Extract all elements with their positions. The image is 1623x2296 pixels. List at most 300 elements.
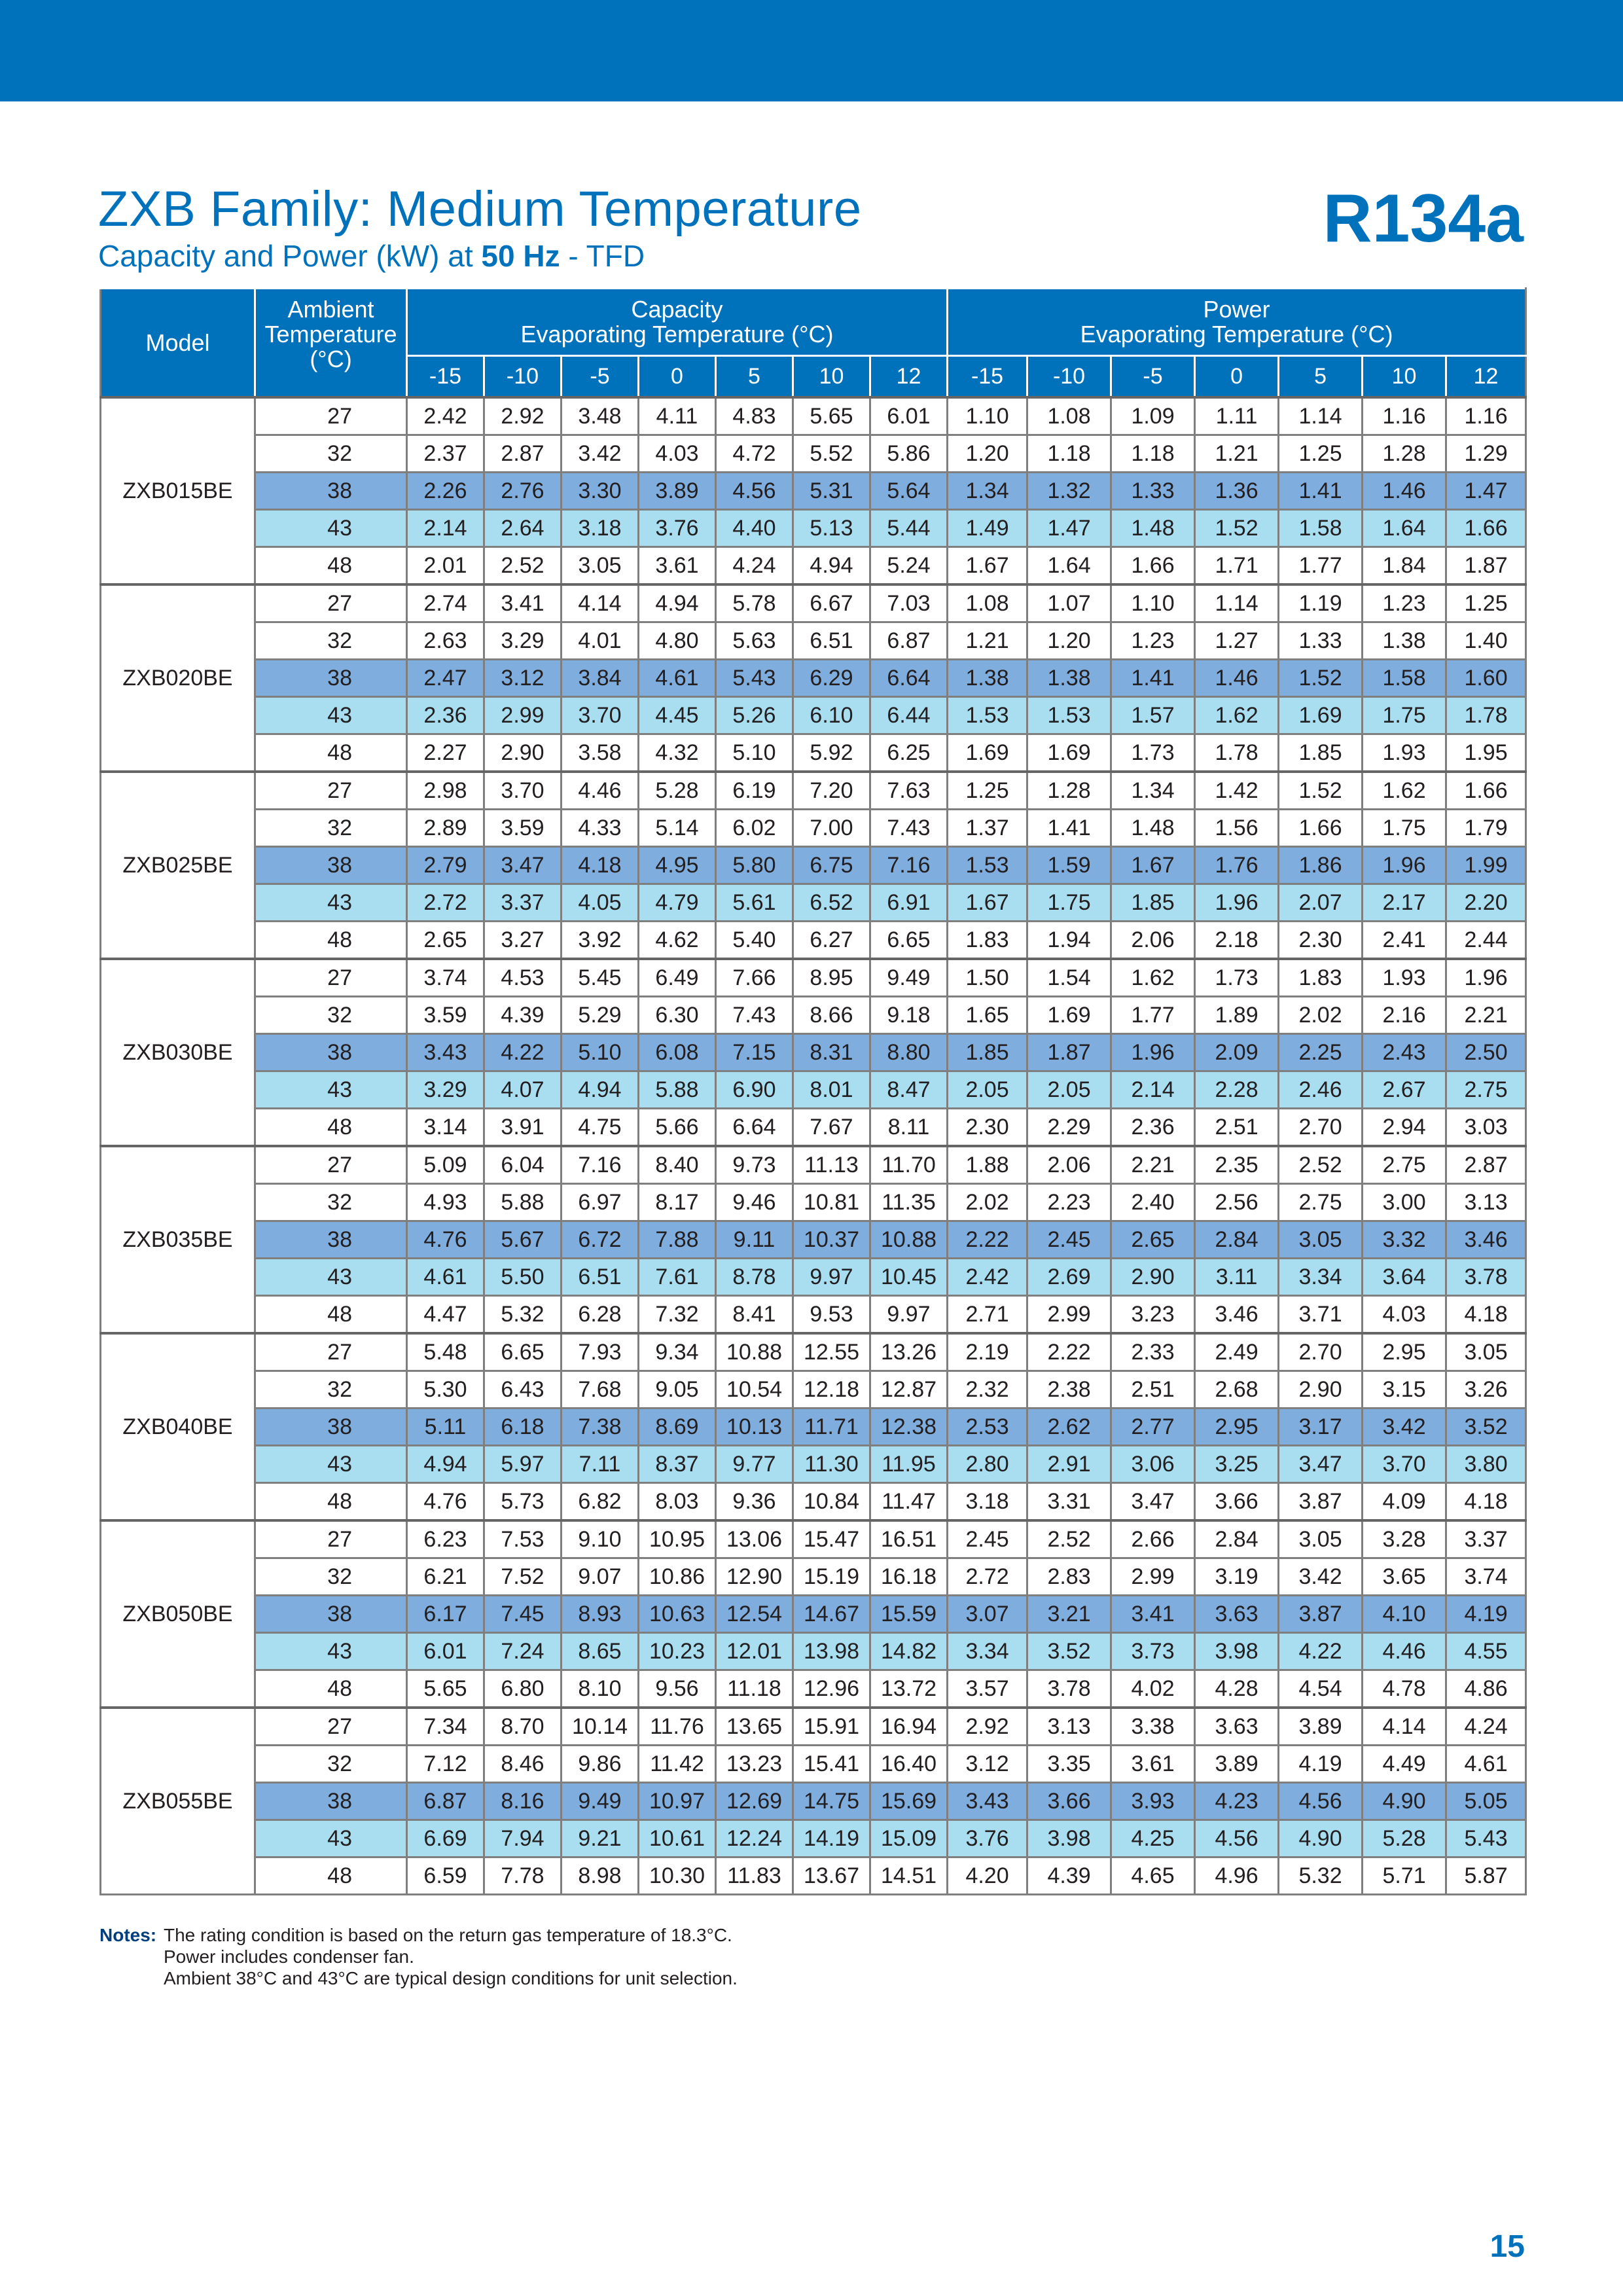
power-value: 2.19 — [948, 1333, 1027, 1371]
power-value: 1.66 — [1446, 772, 1526, 810]
power-value: 1.67 — [948, 547, 1027, 585]
capacity-value: 6.02 — [716, 810, 793, 847]
power-value: 4.56 — [1195, 1820, 1279, 1857]
power-value: 2.91 — [1027, 1446, 1111, 1483]
capacity-value: 3.18 — [562, 510, 639, 547]
capacity-evap-temp-header: 12 — [870, 356, 948, 398]
capacity-value: 6.29 — [793, 660, 870, 697]
capacity-value: 5.63 — [716, 622, 793, 660]
capacity-value: 6.19 — [716, 772, 793, 810]
table-row — [101, 473, 1526, 510]
power-value: 2.62 — [1027, 1408, 1111, 1446]
capacity-value: 4.14 — [562, 584, 639, 622]
ambient-temperature: 43 — [255, 510, 407, 547]
ambient-temperature: 48 — [255, 1670, 407, 1708]
capacity-value: 7.20 — [793, 772, 870, 810]
capacity-value: 10.88 — [716, 1333, 793, 1371]
power-value: 1.21 — [1195, 435, 1279, 473]
power-value: 1.52 — [1279, 772, 1363, 810]
power-value: 3.34 — [1279, 1259, 1363, 1296]
table-row — [101, 622, 1526, 660]
table-row — [101, 922, 1526, 960]
capacity-value: 6.52 — [793, 884, 870, 922]
power-value: 2.07 — [1279, 884, 1363, 922]
capacity-value: 5.45 — [562, 959, 639, 997]
power-value: 2.94 — [1363, 1109, 1446, 1147]
capacity-value: 10.86 — [639, 1558, 716, 1596]
capacity-value: 8.66 — [793, 997, 870, 1034]
power-value: 1.79 — [1446, 810, 1526, 847]
capacity-value: 8.17 — [639, 1184, 716, 1221]
table-row — [101, 1071, 1526, 1109]
capacity-value: 12.90 — [716, 1558, 793, 1596]
capacity-value: 12.55 — [793, 1333, 870, 1371]
power-value: 1.99 — [1446, 847, 1526, 884]
capacity-value: 7.53 — [484, 1520, 562, 1558]
capacity-value: 4.45 — [639, 697, 716, 734]
capacity-value: 4.40 — [716, 510, 793, 547]
capacity-value: 6.87 — [407, 1783, 484, 1820]
capacity-value: 6.49 — [639, 959, 716, 997]
capacity-value: 7.15 — [716, 1034, 793, 1071]
capacity-value: 6.27 — [793, 922, 870, 960]
capacity-value: 6.10 — [793, 697, 870, 734]
capacity-value: 6.30 — [639, 997, 716, 1034]
capacity-value: 15.47 — [793, 1520, 870, 1558]
capacity-value: 2.64 — [484, 510, 562, 547]
power-value: 4.90 — [1363, 1783, 1446, 1820]
power-value: 3.61 — [1111, 1746, 1195, 1783]
ambient-temperature: 43 — [255, 697, 407, 734]
ambient-temperature: 48 — [255, 1296, 407, 1334]
power-value: 2.17 — [1363, 884, 1446, 922]
ambient-temperature: 48 — [255, 547, 407, 585]
capacity-value: 5.66 — [639, 1109, 716, 1147]
capacity-value: 5.52 — [793, 435, 870, 473]
capacity-value: 3.74 — [407, 959, 484, 997]
table-row — [101, 397, 1526, 435]
capacity-value: 8.65 — [562, 1633, 639, 1670]
capacity-value: 3.42 — [562, 435, 639, 473]
power-value: 1.33 — [1279, 622, 1363, 660]
power-value: 2.42 — [948, 1259, 1027, 1296]
power-value: 1.96 — [1111, 1034, 1195, 1071]
capacity-value: 4.07 — [484, 1071, 562, 1109]
power-value: 1.85 — [1279, 734, 1363, 772]
capacity-value: 2.26 — [407, 473, 484, 510]
power-value: 3.73 — [1111, 1633, 1195, 1670]
table-row — [101, 1296, 1526, 1334]
power-value: 1.27 — [1195, 622, 1279, 660]
table-row — [101, 1708, 1526, 1746]
capacity-value: 11.18 — [716, 1670, 793, 1708]
capacity-value: 15.19 — [793, 1558, 870, 1596]
power-value: 2.75 — [1446, 1071, 1526, 1109]
capacity-value: 5.92 — [793, 734, 870, 772]
capacity-value: 16.51 — [870, 1520, 948, 1558]
capacity-value: 8.98 — [562, 1857, 639, 1895]
power-value: 2.40 — [1111, 1184, 1195, 1221]
power-value: 1.20 — [948, 435, 1027, 473]
power-value: 2.71 — [948, 1296, 1027, 1334]
ambient-temperature: 38 — [255, 660, 407, 697]
capacity-value: 7.34 — [407, 1708, 484, 1746]
capacity-value: 10.95 — [639, 1520, 716, 1558]
capacity-value: 5.73 — [484, 1483, 562, 1521]
capacity-value: 7.24 — [484, 1633, 562, 1670]
capacity-value: 4.80 — [639, 622, 716, 660]
power-value: 1.56 — [1195, 810, 1279, 847]
capacity-value: 13.98 — [793, 1633, 870, 1670]
power-value: 1.62 — [1111, 959, 1195, 997]
power-value: 2.43 — [1363, 1034, 1446, 1071]
power-value: 1.47 — [1027, 510, 1111, 547]
power-value: 1.69 — [1279, 697, 1363, 734]
capacity-value: 7.67 — [793, 1109, 870, 1147]
capacity-value: 3.41 — [484, 584, 562, 622]
capacity-value: 10.84 — [793, 1483, 870, 1521]
capacity-value: 4.18 — [562, 847, 639, 884]
capacity-value: 10.97 — [639, 1783, 716, 1820]
power-value: 2.52 — [1027, 1520, 1111, 1558]
table-row — [101, 435, 1526, 473]
power-value: 1.52 — [1195, 510, 1279, 547]
power-value: 1.14 — [1279, 397, 1363, 435]
capacity-value: 11.30 — [793, 1446, 870, 1483]
capacity-value: 11.13 — [793, 1146, 870, 1184]
capacity-value: 2.42 — [407, 397, 484, 435]
power-value: 4.78 — [1363, 1670, 1446, 1708]
power-value: 2.99 — [1027, 1296, 1111, 1334]
capacity-value: 5.28 — [639, 772, 716, 810]
page-subtitle — [98, 241, 645, 271]
power-value: 3.76 — [948, 1820, 1027, 1857]
capacity-value: 6.21 — [407, 1558, 484, 1596]
power-value: 3.28 — [1363, 1520, 1446, 1558]
power-value: 3.13 — [1446, 1184, 1526, 1221]
capacity-value: 5.88 — [639, 1071, 716, 1109]
capacity-value: 6.28 — [562, 1296, 639, 1334]
capacity-value: 7.88 — [639, 1221, 716, 1259]
ambient-temperature: 32 — [255, 997, 407, 1034]
power-value: 2.36 — [1111, 1109, 1195, 1147]
capacity-value: 4.24 — [716, 547, 793, 585]
capacity-value: 7.63 — [870, 772, 948, 810]
power-value: 1.87 — [1027, 1034, 1111, 1071]
ambient-temperature: 48 — [255, 922, 407, 960]
ambient-temperature: 32 — [255, 1184, 407, 1221]
model-name: ZXB040BE — [101, 1333, 255, 1520]
power-value: 3.11 — [1195, 1259, 1279, 1296]
power-value: 1.96 — [1446, 959, 1526, 997]
capacity-value: 5.61 — [716, 884, 793, 922]
capacity-value: 4.94 — [639, 584, 716, 622]
model-name: ZXB025BE — [101, 772, 255, 959]
power-value: 2.68 — [1195, 1371, 1279, 1408]
capacity-value: 7.94 — [484, 1820, 562, 1857]
capacity-value: 8.40 — [639, 1146, 716, 1184]
capacity-value: 13.23 — [716, 1746, 793, 1783]
power-value: 3.63 — [1195, 1708, 1279, 1746]
table-body — [101, 397, 1526, 1895]
capacity-value: 3.70 — [562, 697, 639, 734]
capacity-value: 15.69 — [870, 1783, 948, 1820]
power-value: 3.74 — [1446, 1558, 1526, 1596]
page-title: ZXB Family: Medium Temperature — [98, 181, 862, 237]
power-value: 2.14 — [1111, 1071, 1195, 1109]
capacity-value: 3.91 — [484, 1109, 562, 1147]
table-row — [101, 1408, 1526, 1446]
subtitle-prefix: Capacity and Power (kW) at — [98, 239, 482, 273]
power-value: 1.25 — [948, 772, 1027, 810]
power-value: 1.89 — [1195, 997, 1279, 1034]
capacity-value: 4.11 — [639, 397, 716, 435]
power-value: 2.05 — [948, 1071, 1027, 1109]
capacity-value: 16.94 — [870, 1708, 948, 1746]
power-value: 2.29 — [1027, 1109, 1111, 1147]
power-value: 2.67 — [1363, 1071, 1446, 1109]
power-value: 1.38 — [1363, 622, 1446, 660]
power-value: 1.53 — [948, 847, 1027, 884]
capacity-value: 6.72 — [562, 1221, 639, 1259]
capacity-value: 10.81 — [793, 1184, 870, 1221]
power-value: 1.94 — [1027, 922, 1111, 960]
power-value: 1.58 — [1363, 660, 1446, 697]
power-value: 1.14 — [1195, 584, 1279, 622]
ambient-temperature: 27 — [255, 1520, 407, 1558]
power-value: 3.05 — [1279, 1221, 1363, 1259]
capacity-value: 2.89 — [407, 810, 484, 847]
capacity-value: 7.03 — [870, 584, 948, 622]
capacity-value: 10.30 — [639, 1857, 716, 1895]
capacity-value: 7.45 — [484, 1596, 562, 1633]
capacity-value: 15.59 — [870, 1596, 948, 1633]
power-value: 2.20 — [1446, 884, 1526, 922]
power-value: 1.71 — [1195, 547, 1279, 585]
capacity-value: 5.13 — [793, 510, 870, 547]
ambient-temperature: 27 — [255, 584, 407, 622]
power-value: 1.64 — [1027, 547, 1111, 585]
capacity-value: 6.91 — [870, 884, 948, 922]
power-value: 1.83 — [1279, 959, 1363, 997]
capacity-value: 7.32 — [639, 1296, 716, 1334]
power-value: 2.75 — [1279, 1184, 1363, 1221]
capacity-value: 4.76 — [407, 1483, 484, 1521]
capacity-value: 14.75 — [793, 1783, 870, 1820]
table-row — [101, 697, 1526, 734]
power-value: 1.53 — [948, 697, 1027, 734]
capacity-value: 6.01 — [407, 1633, 484, 1670]
capacity-value: 2.90 — [484, 734, 562, 772]
capacity-value: 9.18 — [870, 997, 948, 1034]
power-value: 3.25 — [1195, 1446, 1279, 1483]
ambient-temperature: 48 — [255, 1483, 407, 1521]
power-value: 1.16 — [1446, 397, 1526, 435]
table-row — [101, 1483, 1526, 1521]
capacity-value: 3.84 — [562, 660, 639, 697]
ambient-temperature: 27 — [255, 959, 407, 997]
power-value: 2.99 — [1111, 1558, 1195, 1596]
capacity-value: 10.23 — [639, 1633, 716, 1670]
power-value: 2.45 — [1027, 1221, 1111, 1259]
power-value: 1.34 — [1111, 772, 1195, 810]
capacity-value: 5.80 — [716, 847, 793, 884]
power-value: 4.96 — [1195, 1857, 1279, 1895]
power-value: 1.93 — [1363, 959, 1446, 997]
capacity-evap-temp-header: -10 — [484, 356, 562, 398]
table-row — [101, 1596, 1526, 1633]
capacity-value: 8.01 — [793, 1071, 870, 1109]
capacity-value: 7.38 — [562, 1408, 639, 1446]
model-name: ZXB050BE — [101, 1520, 255, 1708]
capacity-value: 5.43 — [716, 660, 793, 697]
power-value: 1.78 — [1446, 697, 1526, 734]
power-value: 3.12 — [948, 1746, 1027, 1783]
power-value: 2.84 — [1195, 1520, 1279, 1558]
capacity-value: 5.78 — [716, 584, 793, 622]
table-row — [101, 1221, 1526, 1259]
capacity-value: 8.47 — [870, 1071, 948, 1109]
capacity-value: 11.35 — [870, 1184, 948, 1221]
power-value: 3.18 — [948, 1483, 1027, 1521]
power-value: 3.80 — [1446, 1446, 1526, 1483]
power-value: 2.83 — [1027, 1558, 1111, 1596]
ambient-temperature: 27 — [255, 1333, 407, 1371]
capacity-header — [407, 289, 948, 356]
power-value: 1.66 — [1279, 810, 1363, 847]
capacity-value: 4.76 — [407, 1221, 484, 1259]
power-value: 5.32 — [1279, 1857, 1363, 1895]
power-value: 1.10 — [1111, 584, 1195, 622]
capacity-value: 4.53 — [484, 959, 562, 997]
table-row — [101, 1034, 1526, 1071]
power-value: 1.09 — [1111, 397, 1195, 435]
power-value: 1.08 — [1027, 397, 1111, 435]
capacity-value: 3.70 — [484, 772, 562, 810]
capacity-value: 5.97 — [484, 1446, 562, 1483]
capacity-value: 6.04 — [484, 1146, 562, 1184]
power-value: 3.46 — [1195, 1296, 1279, 1334]
note-line: The rating condition is based on the return gas temperature of 18.3°C. — [164, 1925, 732, 1945]
power-value: 2.09 — [1195, 1034, 1279, 1071]
power-value: 1.41 — [1111, 660, 1195, 697]
ambient-temperature: 43 — [255, 1259, 407, 1296]
capacity-value: 10.63 — [639, 1596, 716, 1633]
power-value: 3.41 — [1111, 1596, 1195, 1633]
power-value: 2.51 — [1111, 1371, 1195, 1408]
capacity-value: 4.94 — [562, 1071, 639, 1109]
power-value: 3.47 — [1111, 1483, 1195, 1521]
power-value: 2.21 — [1111, 1146, 1195, 1184]
power-value: 1.28 — [1027, 772, 1111, 810]
capacity-value: 12.96 — [793, 1670, 870, 1708]
power-value: 3.37 — [1446, 1520, 1526, 1558]
power-value: 3.93 — [1111, 1783, 1195, 1820]
power-value: 1.88 — [948, 1146, 1027, 1184]
power-value: 2.45 — [948, 1520, 1027, 1558]
power-value: 2.32 — [948, 1371, 1027, 1408]
power-value: 1.07 — [1027, 584, 1111, 622]
power-value: 2.70 — [1279, 1109, 1363, 1147]
ambient-header-line1: Ambient — [287, 296, 374, 323]
capacity-value: 4.03 — [639, 435, 716, 473]
capacity-value: 16.18 — [870, 1558, 948, 1596]
table-row — [101, 847, 1526, 884]
power-value: 2.70 — [1279, 1333, 1363, 1371]
capacity-value: 6.75 — [793, 847, 870, 884]
power-value: 4.02 — [1111, 1670, 1195, 1708]
ambient-temperature: 38 — [255, 1221, 407, 1259]
capacity-value: 3.92 — [562, 922, 639, 960]
power-value: 3.78 — [1027, 1670, 1111, 1708]
ambient-temperature: 32 — [255, 1371, 407, 1408]
power-value: 1.23 — [1363, 584, 1446, 622]
power-value: 1.62 — [1195, 697, 1279, 734]
capacity-value: 4.01 — [562, 622, 639, 660]
capacity-value: 2.63 — [407, 622, 484, 660]
power-value: 1.11 — [1195, 397, 1279, 435]
power-value: 1.75 — [1363, 697, 1446, 734]
power-value: 1.10 — [948, 397, 1027, 435]
capacity-value: 7.93 — [562, 1333, 639, 1371]
capacity-value: 2.72 — [407, 884, 484, 922]
power-value: 3.65 — [1363, 1558, 1446, 1596]
capacity-evap-temp-header: -15 — [407, 356, 484, 398]
capacity-evap-temp-header: -5 — [562, 356, 639, 398]
capacity-value: 11.70 — [870, 1146, 948, 1184]
capacity-title: Capacity — [631, 296, 723, 323]
power-value: 2.21 — [1446, 997, 1526, 1034]
capacity-value: 9.05 — [639, 1371, 716, 1408]
capacity-value: 13.26 — [870, 1333, 948, 1371]
power-value: 1.96 — [1363, 847, 1446, 884]
capacity-value: 4.56 — [716, 473, 793, 510]
power-value: 2.80 — [948, 1446, 1027, 1483]
power-value: 1.75 — [1363, 810, 1446, 847]
capacity-value: 9.53 — [793, 1296, 870, 1334]
capacity-value: 9.21 — [562, 1820, 639, 1857]
capacity-evap-temp-header: 10 — [793, 356, 870, 398]
capacity-value: 4.61 — [407, 1259, 484, 1296]
power-value: 1.38 — [948, 660, 1027, 697]
capacity-value: 8.10 — [562, 1670, 639, 1708]
power-value: 1.86 — [1279, 847, 1363, 884]
power-value: 2.06 — [1027, 1146, 1111, 1184]
power-value: 2.28 — [1195, 1071, 1279, 1109]
ambient-header-line3: (°C) — [310, 346, 352, 372]
ambient-header — [255, 289, 407, 398]
power-value: 1.46 — [1363, 473, 1446, 510]
capacity-value: 7.66 — [716, 959, 793, 997]
capacity-value: 2.87 — [484, 435, 562, 473]
power-value: 1.18 — [1027, 435, 1111, 473]
ambient-temperature: 43 — [255, 1071, 407, 1109]
capacity-value: 6.80 — [484, 1670, 562, 1708]
ambient-temperature: 38 — [255, 1408, 407, 1446]
power-value: 4.49 — [1363, 1746, 1446, 1783]
capacity-value: 2.14 — [407, 510, 484, 547]
model-name: ZXB035BE — [101, 1146, 255, 1333]
capacity-value: 3.12 — [484, 660, 562, 697]
power-value: 1.19 — [1279, 584, 1363, 622]
capacity-value: 9.49 — [562, 1783, 639, 1820]
power-value: 4.09 — [1363, 1483, 1446, 1521]
table-row — [101, 584, 1526, 622]
capacity-value: 16.40 — [870, 1746, 948, 1783]
power-value: 1.85 — [1111, 884, 1195, 922]
power-value: 4.18 — [1446, 1296, 1526, 1334]
capacity-value: 4.33 — [562, 810, 639, 847]
